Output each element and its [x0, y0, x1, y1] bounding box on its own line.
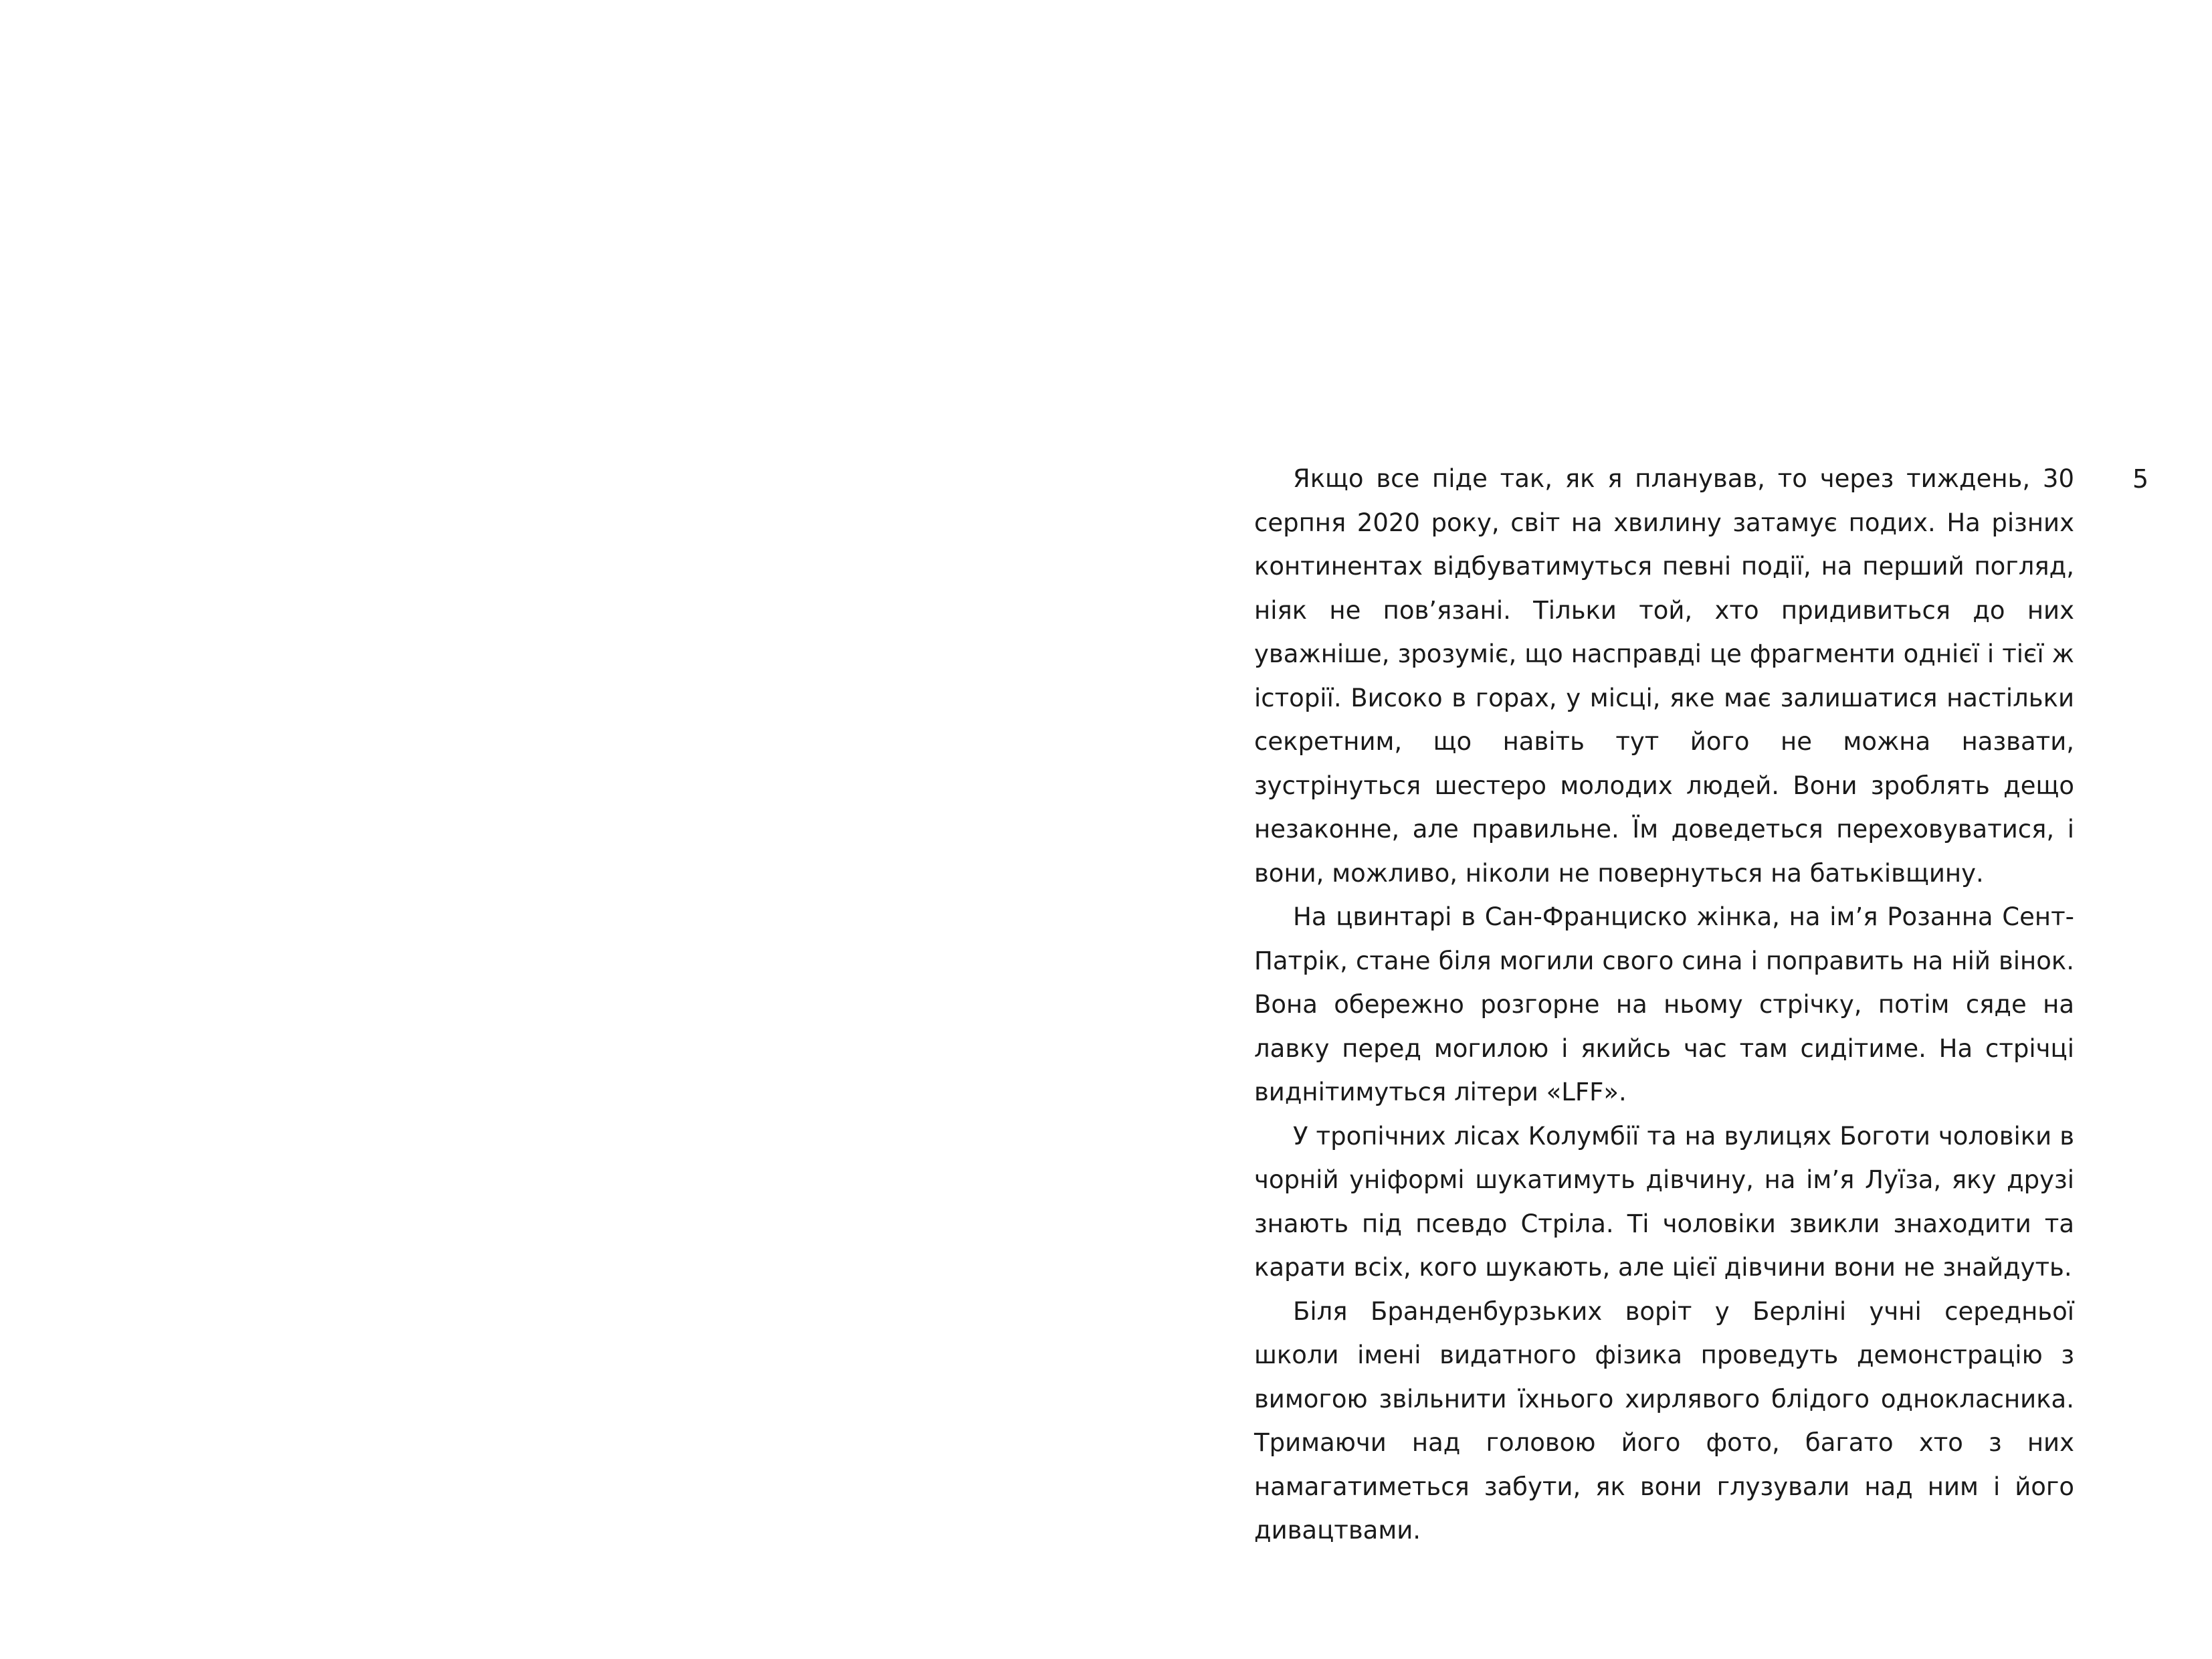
right-page — [1106, 0, 2212, 1659]
paragraph-3: У тропічних лісах Колумбії та на вулицях Боготи чоловіки в чорній уніформі шукатимуть дівчину, на ім’я Луїза, яку друзі знають під псевдо Стріла. Ті чоловіки звикли знаходити та карати всіх, кого шукають, але цієї дівчини вони не знайдуть. — [1254, 1121, 2074, 1282]
paragraph-1: Якщо все піде так, як я планував, то через тиждень, 30 серпня 2020 року, світ на хвилину затамує подих. На різних континентах відбуватимуться певні події, на перший погляд, ніяк не пов’язані. Тільки той, хто придивиться до них уважніше, зрозуміє, що насправді це фрагменти однієї і тієї ж історії. Високо в горах, у місці, яке має залишатися настільки секретним, що навіть тут його не можна назвати, зустрінуться шестеро молодих людей. Вони зроблять дещо незаконне, але правильне. Їм доведеться переховуватися, і вони, можливо, ніколи не повернуться на батьківщину. — [1254, 464, 2074, 888]
paragraph-4: Біля Бранденбурзьких воріт у Берліні учні середньої школи імені видатного фізика проведуть демонстрацію з вимогою звільнити їхнього хирлявого блідого однокласника. Тримаючи над головою його фото, багато хто з них намагатиметься забути, як вони глузували над ним і його дивацтвами. — [1254, 1296, 2074, 1545]
body-text — [1254, 457, 2074, 1553]
page-number: 5 — [2132, 464, 2149, 494]
paragraph-2: На цвинтарі в Сан-Франциско жінка, на ім’я Розанна Сент-Патрік, стане біля могили свого сина і поправить на ній вінок. Вона обережно розгорне на ньому стрічку, потім сяде на лавку перед могилою і якийсь час там сидітиме. На стрічці виднітимуться літери «LFF». — [1254, 902, 2074, 1106]
